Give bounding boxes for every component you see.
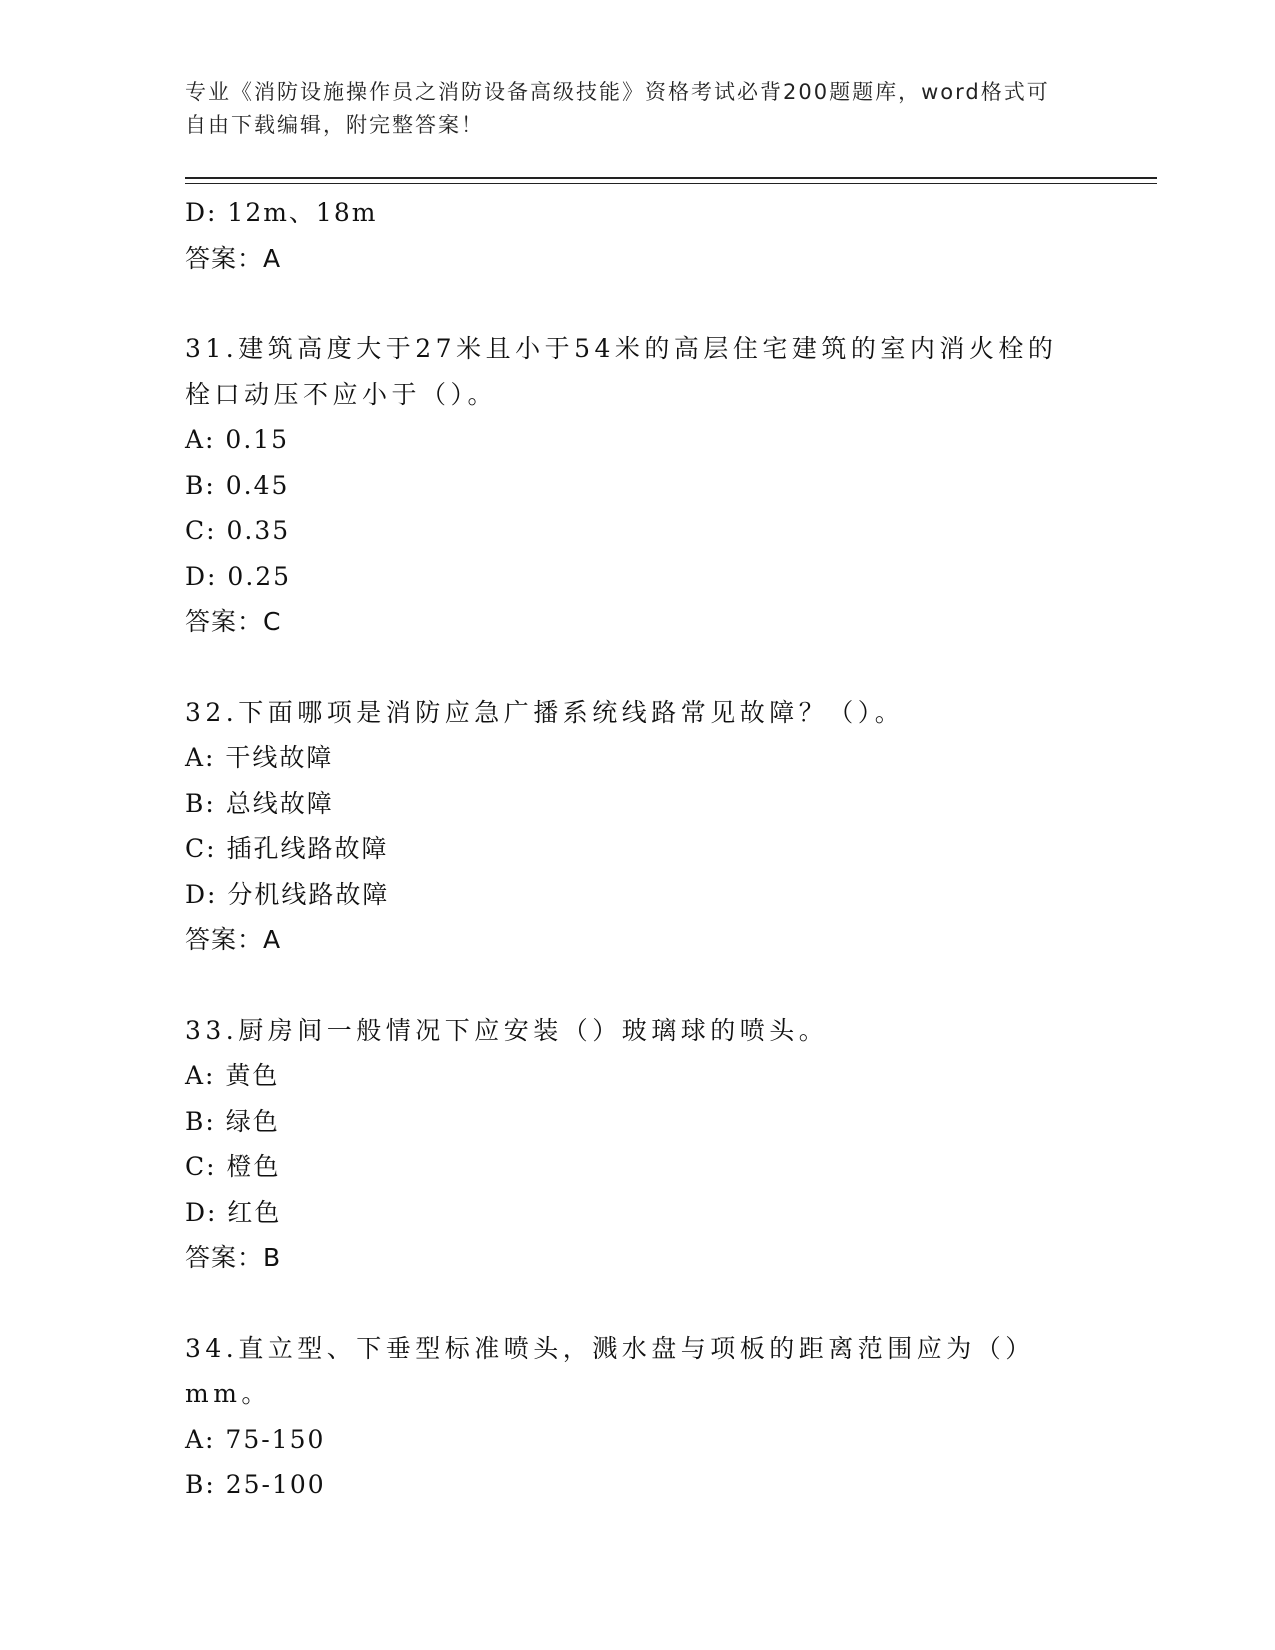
- question-block: [185, 190, 1125, 281]
- option-d: D: 0.25: [185, 561, 292, 591]
- question-list: [185, 190, 1125, 1508]
- question-text: 32.下面哪项是消防应急广播系统线路常见故障？（）。: [185, 697, 905, 727]
- option-b: B: 总线故障: [185, 788, 334, 818]
- option-d: D: 分机线路故障: [185, 879, 390, 909]
- question-text: 33.厨房间一般情况下应安装（）玻璃球的喷头。: [185, 1015, 829, 1045]
- answer-line: 答案：B: [185, 1243, 282, 1272]
- spacer: [185, 963, 1125, 1008]
- answer-line: 答案：A: [185, 925, 282, 954]
- option-d: D: 红色: [185, 1197, 282, 1227]
- option-a: A: 黄色: [185, 1061, 280, 1090]
- header-rule-thin: [185, 183, 1157, 184]
- spacer: [185, 645, 1125, 690]
- question-block: [185, 1326, 1125, 1508]
- option-a: A: 0.15: [185, 425, 290, 454]
- option-b: B: 25-100: [185, 1470, 326, 1499]
- question-block: [185, 326, 1125, 645]
- header-rule-thick: [185, 177, 1157, 179]
- answer-line: 答案：A: [185, 243, 282, 273]
- option-c: C: 橙色: [185, 1152, 281, 1181]
- option-b: B: 绿色: [185, 1106, 280, 1136]
- page-header: 专业《消防设施操作员之消防设备高级技能》资格考试必背200题题库，word格式可自由下载编辑，附完整答案！: [185, 80, 1050, 137]
- question-text: 31.建筑高度大于27米且小于54米的高层住宅建筑的室内消火栓的栓口动压不应小于（）。: [185, 334, 1058, 409]
- option-a: A: 干线故障: [185, 743, 334, 772]
- spacer: [185, 1281, 1125, 1326]
- option-b: B: 0.45: [185, 470, 290, 500]
- question-block: [185, 1008, 1125, 1281]
- option-d: D: 12m、18m: [185, 198, 378, 227]
- answer-line: 答案：C: [185, 607, 282, 636]
- option-c: C: 插孔线路故障: [185, 834, 389, 863]
- question-text: 34.直立型、下垂型标准喷头，溅水盘与项板的距离范围应为（）mm。: [185, 1333, 1035, 1408]
- option-c: C: 0.35: [185, 516, 291, 545]
- question-block: [185, 690, 1125, 963]
- spacer: [185, 281, 1125, 326]
- option-a: A: 75-150: [185, 1424, 326, 1454]
